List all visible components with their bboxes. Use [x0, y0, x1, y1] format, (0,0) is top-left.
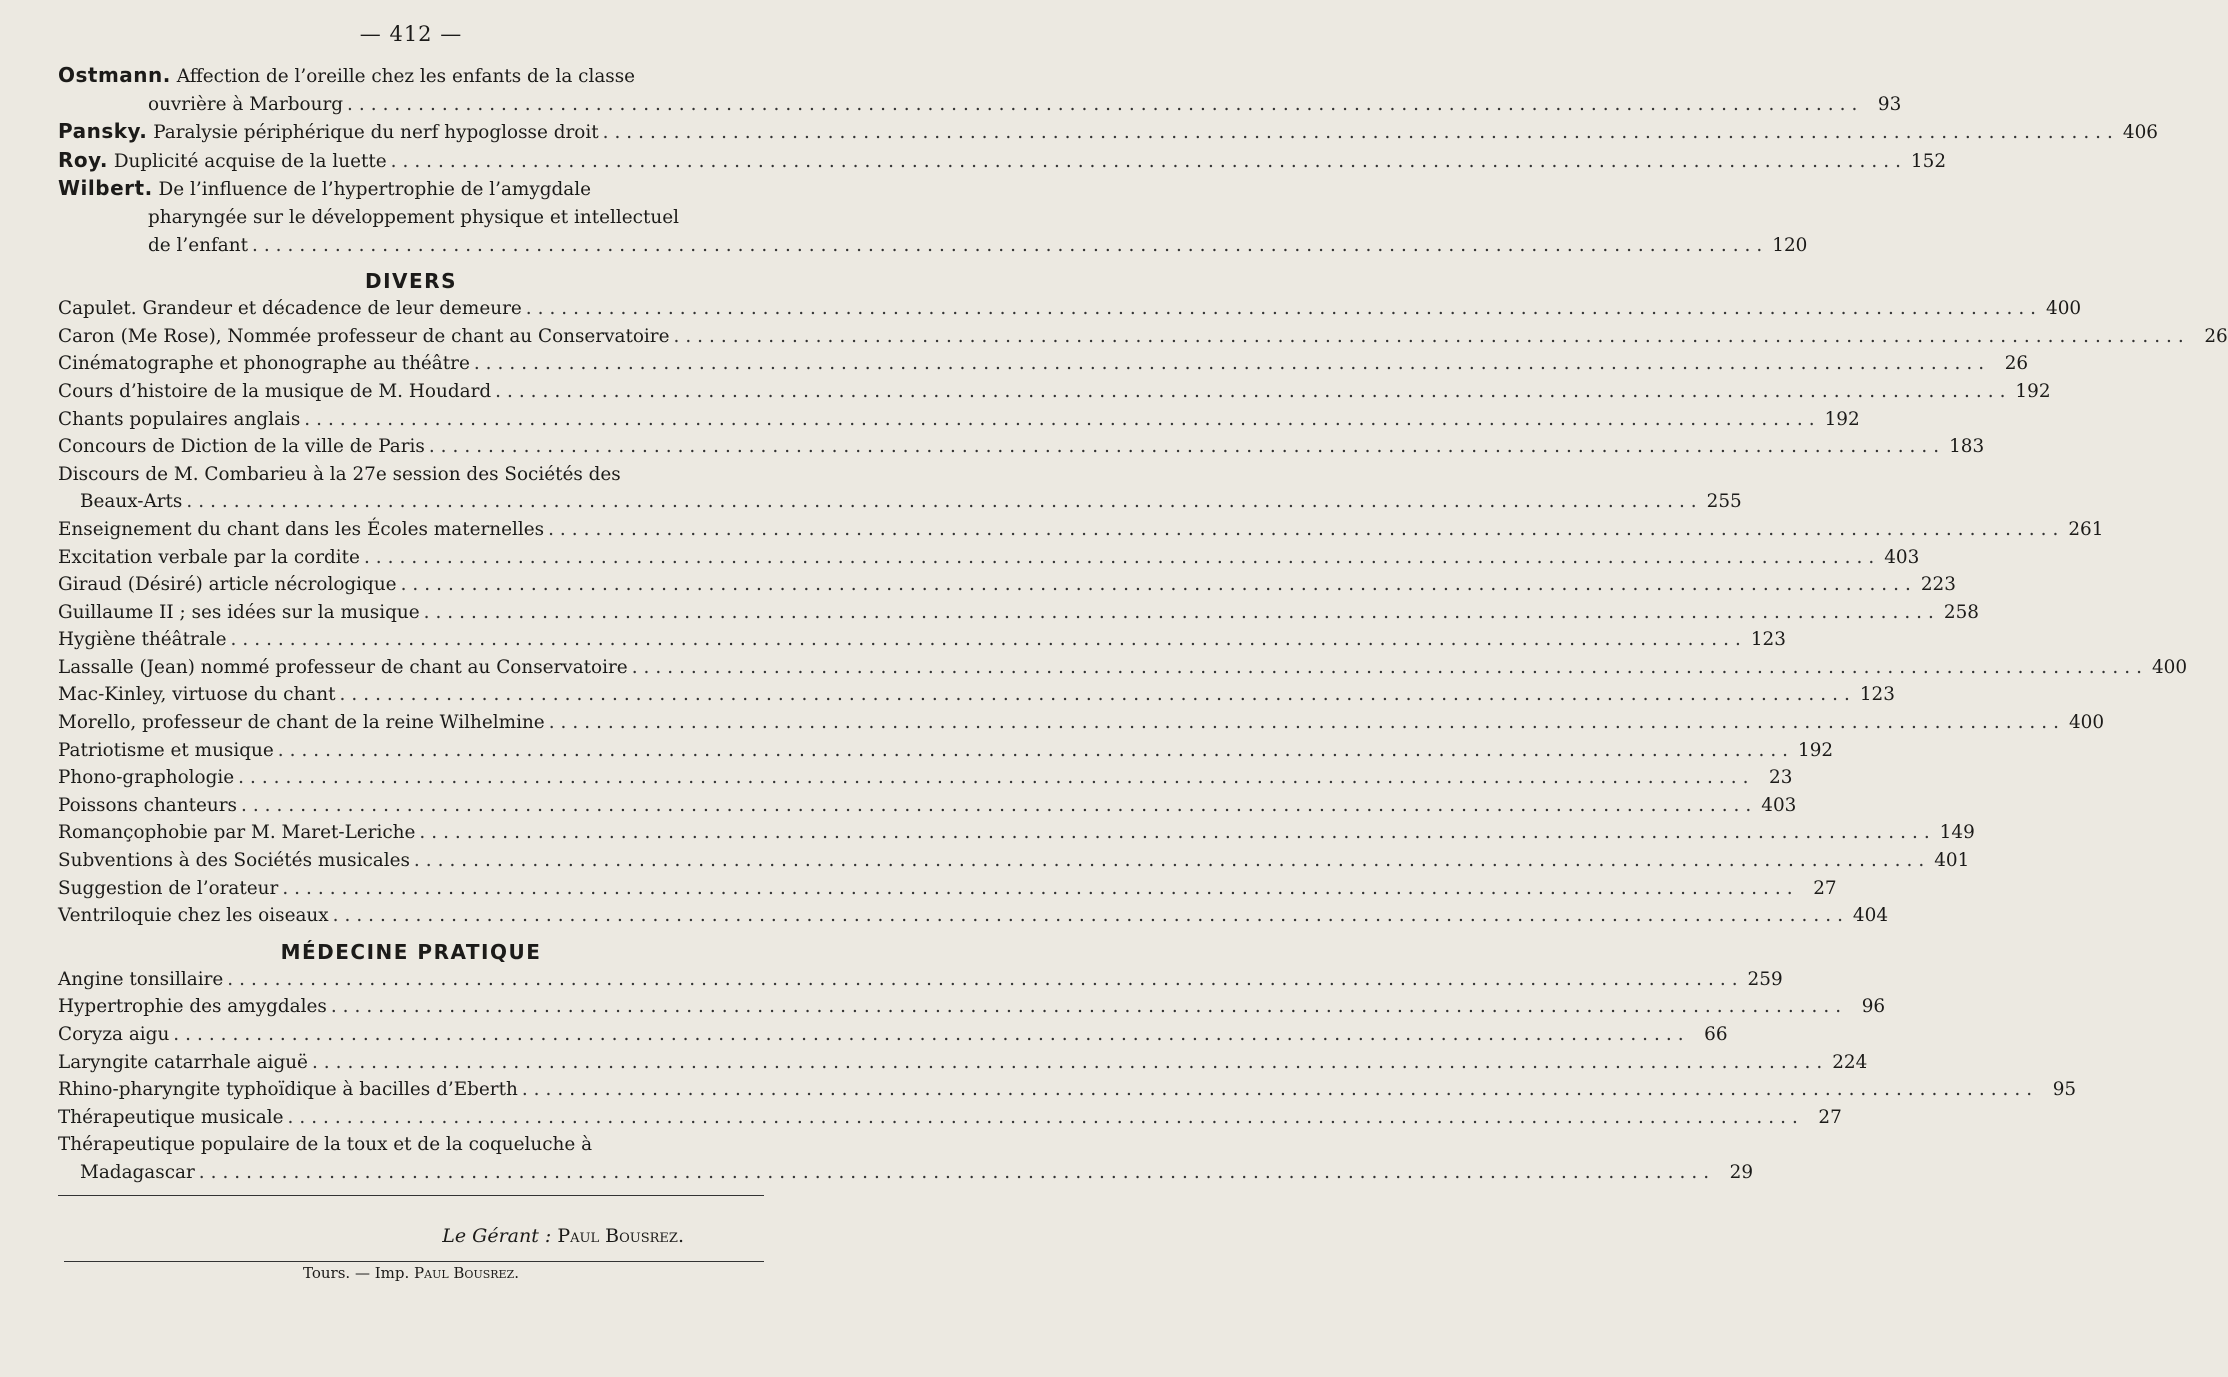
index-entry	[58, 461, 764, 489]
dot-leader	[186, 488, 1702, 516]
page-ref: 403	[1884, 546, 1920, 568]
index-page	[58, 20, 2228, 1282]
entry-title: Capulet. Grandeur et décadence de leur demeure	[58, 298, 522, 320]
printer-prefix: Tours. — Imp.	[303, 1264, 410, 1282]
printer-rule	[64, 1261, 764, 1262]
page-ref: 149	[1939, 822, 1975, 844]
entry-title: pharyngée sur le développement physique et intellectuel	[148, 206, 679, 228]
index-entry	[58, 599, 1979, 627]
entry-title: Enseignement du chant dans les Écoles maternelles	[58, 518, 545, 540]
index-entry-pansky	[58, 118, 2158, 147]
index-entry	[58, 378, 2051, 406]
dot-leader	[288, 1104, 1804, 1132]
dot-leader	[419, 819, 1935, 847]
author-name: Ostmann.	[58, 63, 171, 87]
index-entry-wilbert	[58, 175, 764, 204]
dot-leader	[526, 295, 2042, 323]
index-entry	[58, 764, 1793, 792]
index-entry	[58, 875, 1837, 903]
page-ref: 123	[1750, 629, 1786, 651]
entry-title: Angine tonsillaire	[58, 968, 224, 990]
page-ref: 192	[2015, 380, 2051, 402]
entry-title: Cours d’histoire de la musique de M. Houdard	[58, 380, 492, 402]
page-ref: 192	[1798, 739, 1834, 761]
entry-title: Caron (Me Rose), Nommée professeur de chant au Conservatoire	[58, 325, 670, 347]
index-entry	[58, 433, 1985, 461]
author-index	[58, 62, 2158, 259]
page-ref: 152	[1910, 150, 1947, 172]
dot-leader	[429, 433, 1945, 461]
page-ref: 123	[1859, 684, 1895, 706]
entry-title: ouvrière à Marbourg	[148, 93, 344, 115]
entry-title: Giraud (Désiré) article nécrologique	[58, 574, 397, 596]
page-ref: 96	[1861, 996, 1886, 1018]
entry-title: Madagascar	[80, 1161, 195, 1183]
index-entry	[58, 993, 1886, 1021]
index-entry	[58, 406, 1860, 434]
entry-title: Laryngite catarrhale aiguë	[58, 1051, 308, 1073]
dot-leader	[522, 1076, 2038, 1104]
page-ref: 26	[2204, 325, 2228, 347]
page-ref: 183	[1949, 436, 1985, 458]
author-name: Pansky.	[58, 119, 148, 144]
dot-leader	[238, 764, 1754, 792]
index-entry-continuation	[58, 91, 1902, 119]
index-entry	[58, 792, 1797, 820]
index-entry-continuation	[58, 1159, 1754, 1187]
index-entry	[58, 819, 1975, 847]
dot-leader	[495, 378, 2011, 406]
dot-leader	[414, 847, 1930, 875]
index-entry	[58, 709, 2105, 737]
page-ref: 255	[1706, 491, 1742, 513]
dot-leader	[331, 993, 1847, 1021]
dot-leader	[173, 1021, 1689, 1049]
dot-leader	[673, 323, 2189, 351]
page-ref: 404	[1852, 905, 1889, 927]
index-entry	[58, 516, 2104, 544]
index-entry	[58, 571, 1956, 599]
index-entry	[58, 902, 1889, 930]
index-entry	[58, 1076, 2077, 1104]
index-entry-continuation	[58, 488, 1742, 516]
page-ref: 27	[1818, 1106, 1842, 1128]
dot-leader	[199, 1159, 1715, 1187]
dot-leader	[424, 599, 1940, 627]
page-ref: 95	[2052, 1079, 2077, 1101]
gerant-signature	[442, 1225, 684, 1247]
dot-leader	[474, 350, 1990, 378]
index-entry	[58, 966, 1783, 994]
dot-leader	[282, 875, 1798, 903]
divers-index	[58, 295, 2228, 930]
dot-leader	[632, 654, 2148, 682]
page-ref: 400	[2151, 656, 2188, 678]
dot-leader	[340, 681, 1856, 709]
dot-leader	[548, 516, 2064, 544]
page-ref: 224	[1832, 1051, 1868, 1073]
entry-title: Beaux-Arts	[80, 491, 183, 513]
index-entry-continuation	[58, 204, 764, 232]
printer-line	[58, 1264, 764, 1282]
index-entry	[58, 323, 2228, 351]
index-entry	[58, 350, 2029, 378]
entry-title: Phono-graphologie	[58, 767, 235, 789]
section-heading-divers: DIVERS	[365, 269, 457, 294]
page-ref: 27	[1813, 877, 1837, 899]
dot-leader	[312, 1049, 1828, 1077]
printer-name: Paul Bousrez.	[414, 1264, 519, 1282]
page-ref: 29	[1729, 1161, 1754, 1183]
page-ref: 261	[2068, 518, 2104, 540]
dot-leader	[278, 737, 1794, 765]
dot-leader	[401, 571, 1917, 599]
entry-title: Suggestion de l’orateur	[58, 877, 279, 899]
entry-title: Cinématographe et phonographe au théâtre	[58, 353, 470, 375]
index-entry	[58, 544, 1920, 572]
entry-title: de l’enfant	[148, 234, 248, 256]
entry-title: Guillaume II ; ses idées sur la musique	[58, 601, 420, 623]
page-ref: 400	[2068, 712, 2105, 734]
index-entry	[58, 1049, 1868, 1077]
index-entry	[58, 626, 1786, 654]
page-ref: 401	[1934, 850, 1970, 872]
entry-title: Subventions à des Sociétés musicales	[58, 850, 410, 872]
index-entry	[58, 1104, 1842, 1132]
dot-leader	[549, 709, 2065, 737]
dot-leader	[333, 902, 1849, 930]
index-entry-ostmann	[58, 62, 764, 91]
index-entry	[58, 737, 1834, 765]
dot-leader	[364, 544, 1880, 572]
index-entry-continuation	[58, 232, 1808, 260]
entry-title: Poissons chanteurs	[58, 794, 237, 816]
entry-title: Concours de Diction de la ville de Paris	[58, 436, 425, 458]
page-ref: 23	[1769, 767, 1793, 789]
page-ref: 223	[1920, 574, 1956, 596]
footer-rule	[58, 1195, 764, 1196]
entry-title: Chants populaires anglais	[58, 408, 301, 430]
entry-title: Hypertrophie des amygdales	[58, 996, 327, 1018]
entry-title: Ventriloquie chez les oiseaux	[58, 905, 329, 927]
page-ref: 259	[1747, 968, 1783, 990]
entry-title: Coryza aigu	[58, 1024, 170, 1045]
entry-title: Thérapeutique populaire de la toux et de la coqueluche à	[58, 1134, 593, 1156]
entry-title: Discours de M. Combarieu à la 27e session des Sociétés des	[58, 463, 621, 485]
entry-title: Morello, professeur de chant de la reine Wilhelmine	[58, 712, 545, 734]
entry-title: Excitation verbale par la cordite	[58, 546, 360, 568]
dot-leader	[231, 626, 1747, 654]
dot-leader	[241, 792, 1757, 820]
dot-leader	[347, 91, 1863, 119]
dot-leader	[603, 119, 2119, 147]
entry-title: Thérapeutique musicale	[58, 1106, 284, 1128]
medecine-index	[58, 966, 2077, 1187]
index-entry	[58, 1021, 1728, 1049]
index-entry	[58, 1131, 764, 1159]
author-name: Roy.	[58, 147, 108, 172]
entry-title: Patriotisme et musique	[58, 739, 274, 761]
index-entry	[58, 681, 1895, 709]
entry-title: Affection de l’oreille chez les enfants de la classe	[176, 66, 636, 87]
dot-leader	[252, 232, 1768, 260]
gerant-label: Le Gérant :	[442, 1225, 552, 1247]
entry-title: De l’influence de l’hypertrophie de l’amygdale	[158, 179, 592, 201]
dot-leader	[391, 148, 1907, 176]
entry-title: Mac-Kinley, virtuose du chant	[58, 684, 336, 706]
entry-title: Hygiène théâtrale	[58, 629, 227, 651]
page-ref: 120	[1772, 234, 1808, 256]
index-entry	[58, 295, 2082, 323]
gerant-name: Paul Bousrez.	[557, 1225, 684, 1247]
entry-title: Romançophobie par M. Maret-Leriche	[58, 822, 416, 844]
page-ref: 192	[1824, 408, 1860, 430]
index-entry	[58, 847, 1970, 875]
section-heading-medecine-pratique: MÉDECINE PRATIQUE	[280, 939, 542, 964]
dot-leader	[304, 406, 1820, 434]
page-ref: 66	[1704, 1024, 1728, 1045]
page-ref: 26	[2004, 353, 2029, 375]
entry-title: Rhino-pharyngite typhoïdique à bacilles d’Eberth	[58, 1079, 518, 1101]
dot-leader	[227, 966, 1743, 994]
page-ref: 93	[1877, 93, 1902, 115]
page-ref: 258	[1943, 601, 1979, 623]
index-entry-roy	[58, 147, 1947, 176]
page-number: — 412 —	[359, 22, 463, 46]
page-ref: 400	[2046, 298, 2082, 320]
entry-title: Duplicité acquise de la luette	[113, 150, 387, 172]
index-entry	[58, 654, 2188, 682]
page-ref: 403	[1761, 794, 1797, 816]
author-name: Wilbert.	[58, 176, 153, 201]
entry-title: Paralysie périphérique du nerf hypoglosse droit	[153, 122, 599, 144]
entry-title: Lassalle (Jean) nommé professeur de chant au Conservatoire	[58, 656, 628, 678]
page-ref: 406	[2122, 122, 2158, 144]
